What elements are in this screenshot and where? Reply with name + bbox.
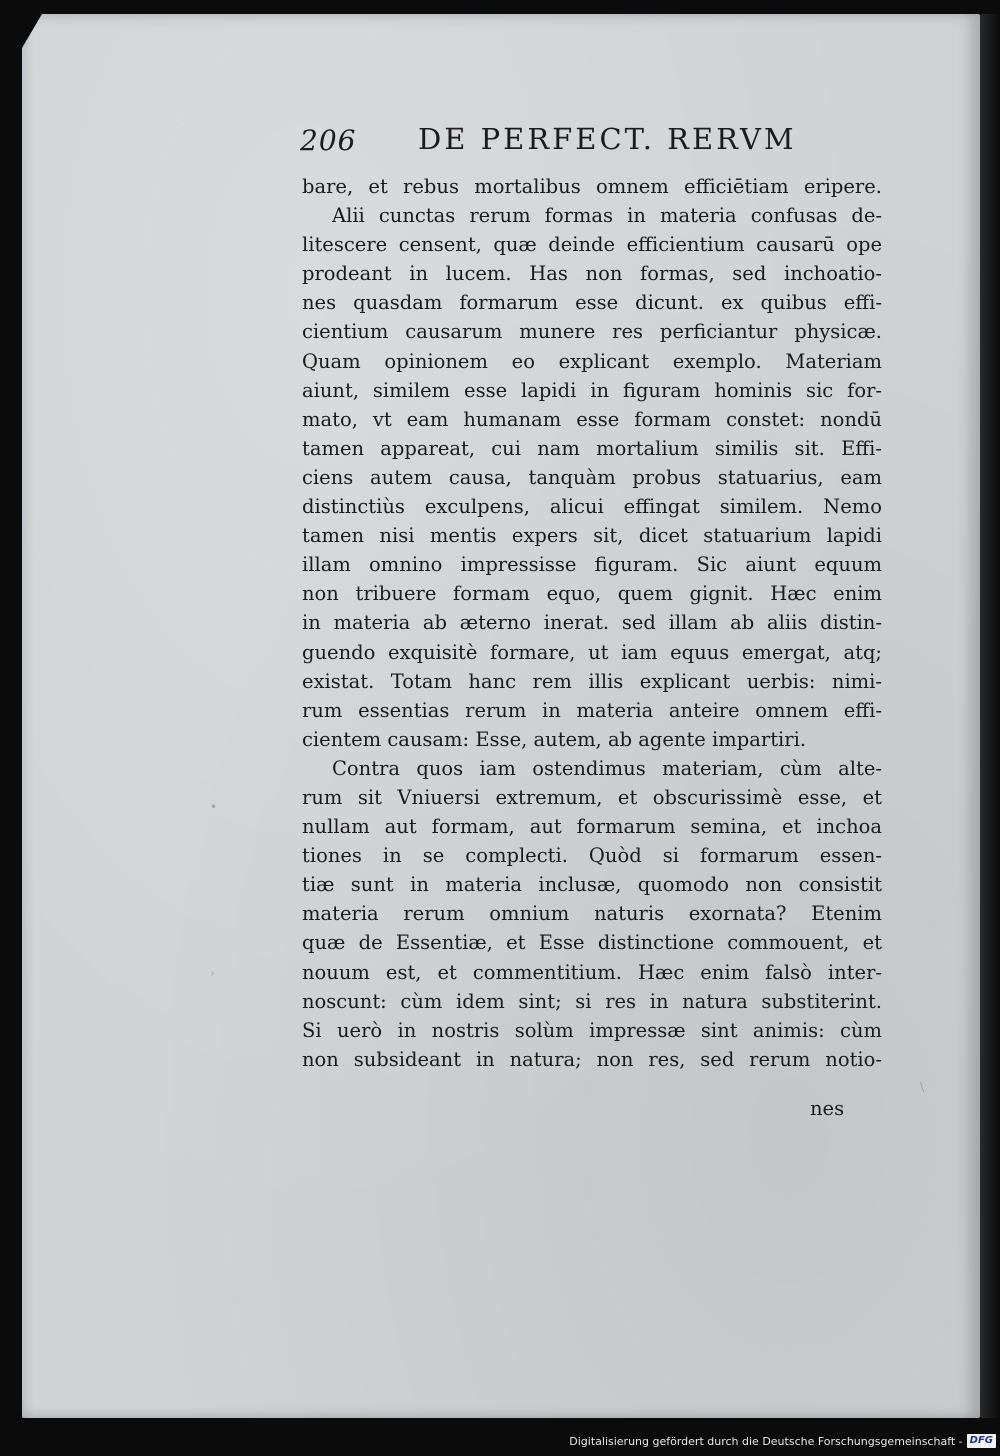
- text-line: nes quasdam formarum esse dicunt. ex quibus effi-: [302, 291, 882, 315]
- text-line: litescere censent, quæ deinde efficientium causarū ope: [302, 233, 882, 257]
- show-through-mark: ›: [210, 966, 215, 980]
- text-line: non tribuere formam equo, quem gignit. Hæc enim: [302, 582, 882, 606]
- text-line: aiunt, similem esse lapidi in figuram hominis sic for-: [302, 378, 882, 402]
- text-line: guendo exquisitè formare, ut iam equus emergat, atq;: [302, 640, 882, 664]
- text-line: tiæ sunt in materia inclusæ, quomodo non consistit: [302, 873, 882, 897]
- text-line: Contra quos iam ostendimus materiam, cùm alte-: [332, 756, 882, 780]
- dfg-logo-icon: DFG: [967, 1434, 996, 1448]
- text-line: rum sit Vniuersi extremum, et obscurissimè esse, et: [302, 785, 882, 809]
- page-header: [300, 118, 810, 162]
- text-line: non subsideant in natura; non res, sed rerum notio-: [302, 1047, 882, 1071]
- running-head: DE PERFECT. RERVM: [418, 122, 797, 156]
- text-line: noscunt: cùm idem sint; si res in natura substiterint.: [302, 989, 882, 1013]
- text-line: tamen appareat, cui nam mortalium similis sit. Effi-: [302, 436, 882, 460]
- page-number: 206: [300, 124, 357, 157]
- digitization-credit: [569, 1432, 996, 1450]
- text-line: Si uerò in nostris solùm impressæ sint animis: cùm: [302, 1018, 882, 1042]
- text-line: tamen nisi mentis expers sit, dicet statuarium lapidi: [302, 524, 882, 548]
- text-line: rum essentias rerum in materia anteire omnem effi-: [302, 698, 882, 722]
- text-line: mato, vt eam humanam esse formam constet: nondū: [302, 407, 882, 431]
- text-line: cientium causarum munere res perficiantur physicæ.: [302, 320, 882, 344]
- text-line: materia rerum omnium naturis exornata? Etenim: [302, 902, 882, 926]
- text-line: quæ de Essentiæ, et Esse distinctione commouent, et: [302, 931, 882, 955]
- text-line: distinctiùs exculpens, alicui effingat similem. Nemo: [302, 495, 882, 519]
- page-edge-shadow: [980, 14, 1000, 1418]
- text-line: nullam aut formam, aut formarum semina, et inchoa: [302, 815, 882, 839]
- text-line: Quam opinionem eo explicant exemplo. Materiam: [302, 349, 882, 373]
- text-line: prodeant in lucem. Has non formas, sed inchoatio-: [302, 262, 882, 286]
- text-line: tiones in se complecti. Quòd si formarum essen-: [302, 844, 882, 868]
- text-line: illam omnino impressisse figuram. Sic aiunt equum: [302, 553, 882, 577]
- catchword: nes: [810, 1097, 845, 1120]
- text-line: nouum est, et commentitium. Hæc enim falsò inter-: [302, 960, 882, 984]
- credit-text: Digitalisierung gefördert durch die Deutsche Forschungsgemeinschaft -: [569, 1434, 963, 1448]
- text-line: bare, et rebus mortalibus omnem efficiētiam eripere.: [302, 175, 882, 198]
- show-through-mark: \: [920, 1080, 925, 1094]
- page-corner-fold: [22, 14, 42, 48]
- body-text: [302, 172, 882, 1074]
- text-line: cientem causam: Esse, autem, ab agente impartiri.: [302, 727, 807, 751]
- text-line: ciens autem causa, tanquàm probus statuarius, eam: [302, 465, 882, 489]
- text-line: Alii cunctas rerum formas in materia confusas de-: [332, 204, 882, 228]
- text-line: existat. Totam hanc rem illis explicant uerbis: nimi-: [302, 669, 882, 693]
- show-through-mark: •: [210, 800, 218, 814]
- text-line: in materia ab æterno inerat. sed illam ab aliis distin-: [302, 611, 882, 635]
